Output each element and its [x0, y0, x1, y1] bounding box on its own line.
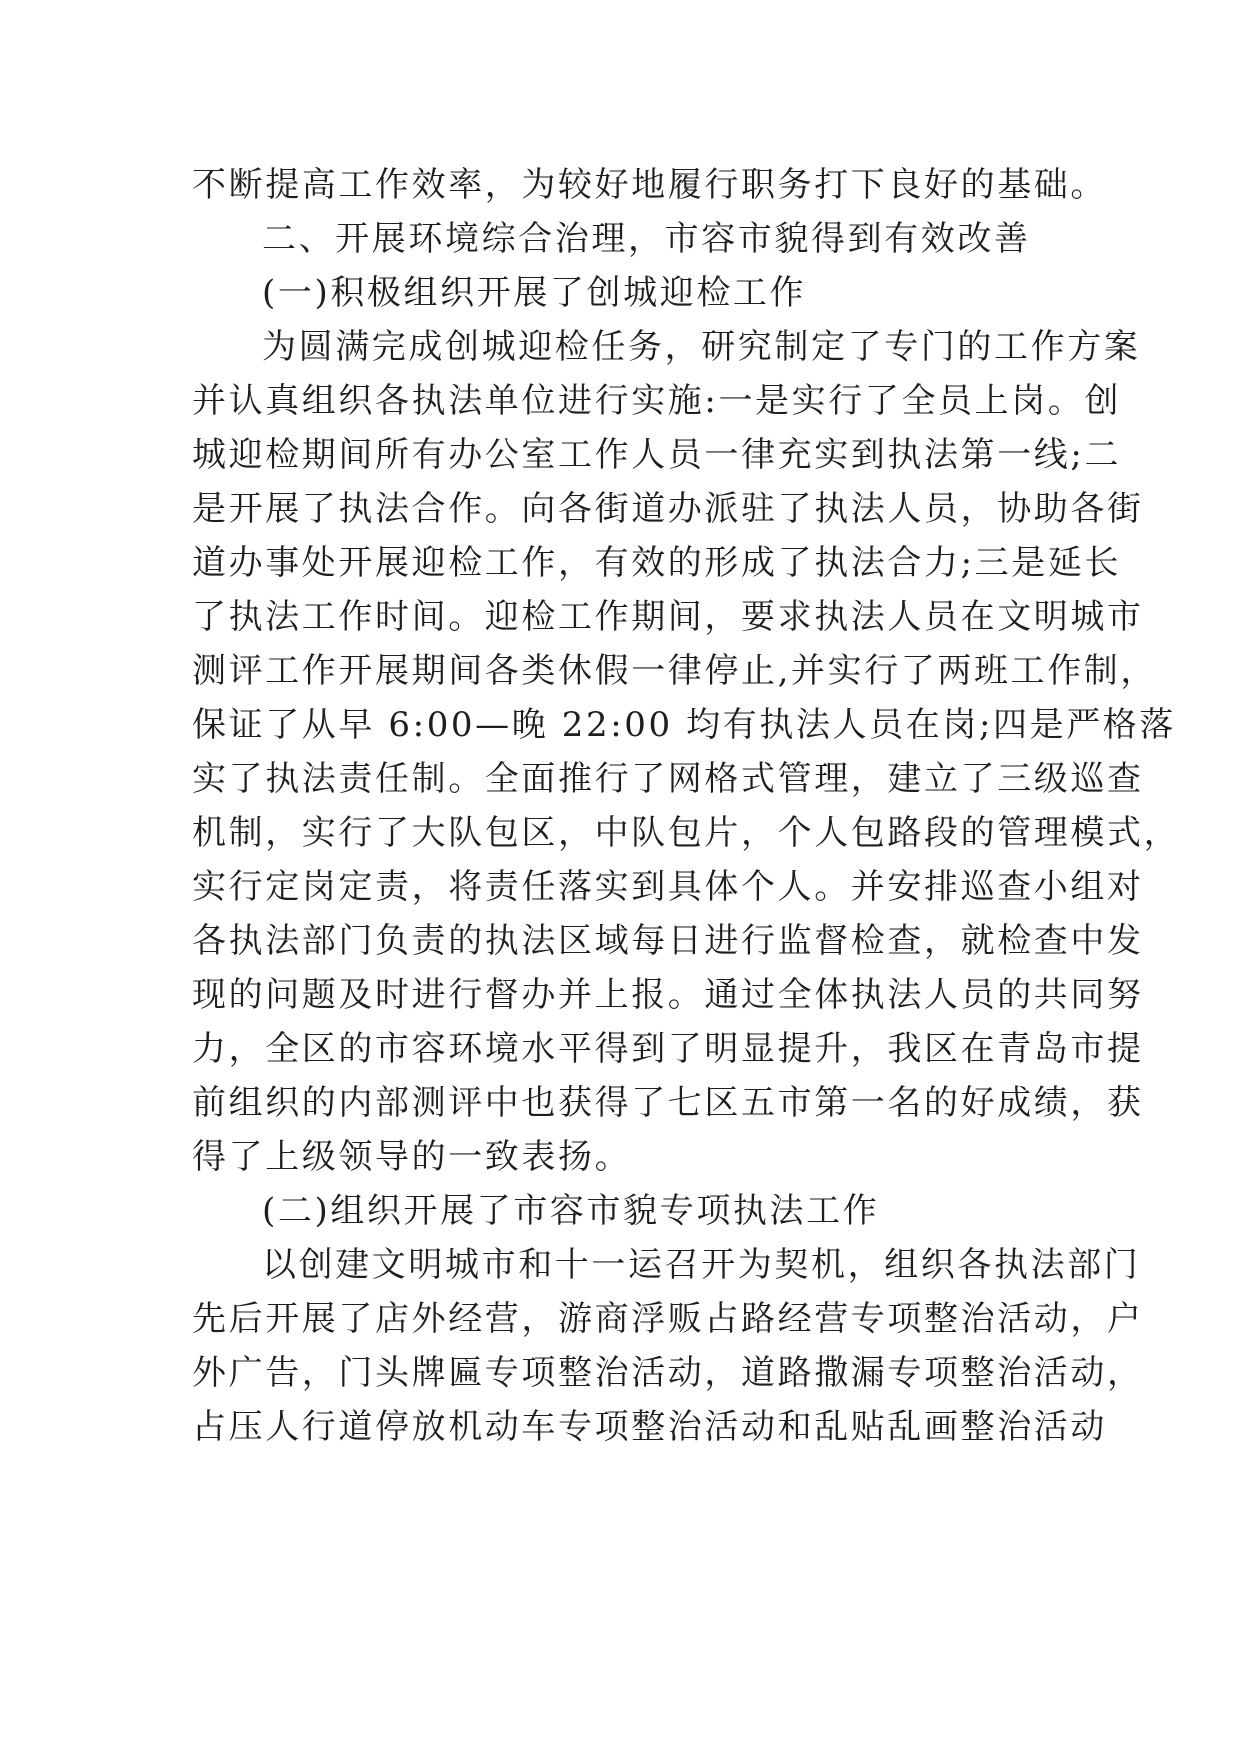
text-line: 并认真组织各执法单位进行实施:一是实行了全员上岗。创 — [192, 381, 1122, 421]
text-line: 先后开展了店外经营，游商浮贩占路经营专项整治活动，户 — [192, 1299, 1144, 1339]
text-line: 现的问题及时进行督办并上报。通过全体执法人员的共同努 — [192, 975, 1144, 1015]
text-line: 了执法工作时间。迎检工作期间，要求执法人员在文明城市 — [192, 597, 1144, 637]
text-line: 各执法部门负责的执法区域每日进行监督检查，就检查中发 — [192, 921, 1144, 961]
text-line: 得了上级领导的一致表扬。 — [192, 1137, 632, 1177]
text-line: 力，全区的市容环境水平得到了明显提升，我区在青岛市提 — [192, 1029, 1144, 1069]
text-line: 是开展了执法合作。向各街道办派驻了执法人员，协助各街 — [192, 489, 1144, 529]
text-line: 占压人行道停放机动车专项整治活动和乱贴乱画整治活动 — [192, 1407, 1107, 1447]
text-line: 不断提高工作效率，为较好地履行职务打下良好的基础。 — [192, 165, 1107, 205]
text-line: 城迎检期间所有办公室工作人员一律充实到执法第一线;二 — [192, 435, 1122, 475]
text-line: 实行定岗定责，将责任落实到具体个人。并安排巡查小组对 — [192, 867, 1144, 907]
text-line: 保证了从早 6:00—晚 22:00 均有执法人员在岗;四是严格落 — [192, 705, 1177, 745]
text-line: 前组织的内部测评中也获得了七区五市第一名的好成绩，获 — [192, 1083, 1144, 1123]
text-line: 机制，实行了大队包区，中队包片，个人包路段的管理模式， — [192, 813, 1181, 853]
text-line: 为圆满完成创城迎检任务，研究制定了专门的工作方案 — [262, 327, 1141, 367]
section-heading: 二、开展环境综合治理，市容市貌得到有效改善 — [262, 219, 1031, 259]
subsection-heading: (二)组织开展了市容市貌专项执法工作 — [262, 1191, 880, 1231]
text-line: 外广告，门头牌匾专项整治活动，道路撒漏专项整治活动， — [192, 1353, 1144, 1393]
subsection-heading: (一)积极组织开展了创城迎检工作 — [262, 273, 807, 313]
document-body — [192, 158, 1181, 1454]
text-line: 以创建文明城市和十一运召开为契机，组织各执法部门 — [262, 1245, 1141, 1285]
text-line: 测评工作开展期间各类休假一律停止,并实行了两班工作制， — [192, 651, 1158, 691]
text-line: 道办事处开展迎检工作，有效的形成了执法合力;三是延长 — [192, 543, 1122, 583]
text-line: 实了执法责任制。全面推行了网格式管理，建立了三级巡查 — [192, 759, 1144, 799]
